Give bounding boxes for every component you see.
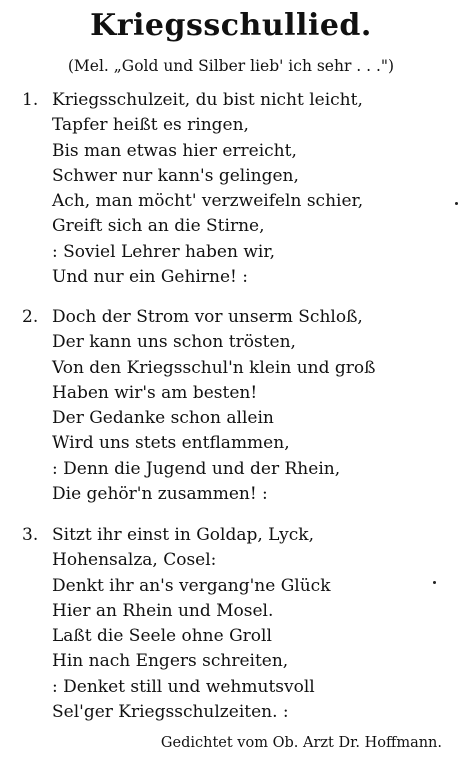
- verse-line-text: Bis man etwas hier erreicht,: [52, 140, 297, 161]
- verse-line-text: Hier an Rhein und Mosel.: [52, 600, 274, 621]
- verse-1: [22, 88, 442, 290]
- scan-speck: [433, 581, 436, 584]
- verse-line-text: : Denket still und wehmutsvoll: [52, 676, 315, 697]
- verse-line: [22, 649, 442, 674]
- verse-line-text: Hin nach Engers schreiten,: [52, 651, 289, 672]
- verse-number: 3.: [22, 525, 39, 545]
- verse-line-text: Tapfer heißt es ringen,: [52, 115, 249, 136]
- verse-line-text: : Denn die Jugend und der Rhein,: [52, 458, 341, 479]
- verse-line: [22, 305, 442, 330]
- verse-line: [22, 164, 442, 189]
- verse-line-text: Hohensalza, Cosel:: [52, 550, 217, 571]
- verse-line-text: Wird uns stets entflammen,: [52, 433, 290, 454]
- verse-line-text: Greift sich an die Stirne,: [52, 216, 265, 237]
- verse-line: [22, 482, 442, 507]
- verse-line: [22, 381, 442, 406]
- author-credit: Gedichtet vom Ob. Arzt Dr. Hoffmann.: [160, 735, 442, 751]
- verse-line-text: Ach, man möcht' verzweifeln schier,: [52, 191, 364, 212]
- verse-line-text: Laßt die Seele ohne Groll: [52, 626, 272, 647]
- scan-speck: [455, 202, 458, 205]
- verse-line: [22, 265, 442, 290]
- verse-line-text: Von den Kriegsschul'n klein und groß: [52, 357, 376, 378]
- verse-line: [22, 431, 442, 456]
- verse-line-text: Denkt ihr an's vergang'ne Glück: [52, 575, 331, 596]
- verse-line: [22, 599, 442, 624]
- verse-line-text: Und nur ein Gehirne! :: [52, 267, 248, 288]
- verse-line: [22, 523, 442, 548]
- verse-line: [22, 330, 442, 355]
- verse-line-text: Kriegsschulzeit, du bist nicht leicht,: [52, 90, 363, 110]
- verse-line: [22, 574, 442, 599]
- verse-line-text: Haben wir's am besten!: [52, 382, 258, 403]
- verse-line: [22, 406, 442, 431]
- verse-line-text: Schwer nur kann's gelingen,: [52, 165, 299, 186]
- verse-line: [22, 189, 442, 214]
- verse-line: [22, 457, 442, 482]
- verse-line: [22, 113, 442, 138]
- verse-line: [22, 214, 442, 239]
- verse-3: [22, 523, 442, 725]
- verse-line: [22, 88, 442, 113]
- verse-line: [22, 548, 442, 573]
- verse-line: [22, 675, 442, 700]
- verse-line-text: : Soviel Lehrer haben wir,: [52, 241, 276, 262]
- verse-line: [22, 139, 442, 164]
- melody-note: (Mel. „Gold und Silber lieb' ich sehr . . ."): [67, 57, 395, 75]
- verse-line: [22, 700, 442, 725]
- verse-line-text: Doch der Strom vor unserm Schloß,: [52, 307, 363, 327]
- verse-line-text: Der Gedanke schon allein: [52, 408, 274, 429]
- verse-number: 2.: [22, 307, 39, 327]
- verse-line: [22, 356, 442, 381]
- verse-line: [22, 240, 442, 265]
- verse-line-text: Der kann uns schon trösten,: [52, 332, 296, 353]
- verse-2: [22, 305, 442, 507]
- verse-line: [22, 624, 442, 649]
- verse-number: 1.: [22, 90, 39, 110]
- song-title: Kriegsschullied.: [90, 8, 372, 43]
- verse-line-text: Sel'ger Kriegsschulzeiten. :: [52, 702, 289, 723]
- verse-line-text: Sitzt ihr einst in Goldap, Lyck,: [52, 525, 314, 545]
- verse-line-text: Die gehör'n zusammen! :: [52, 484, 268, 505]
